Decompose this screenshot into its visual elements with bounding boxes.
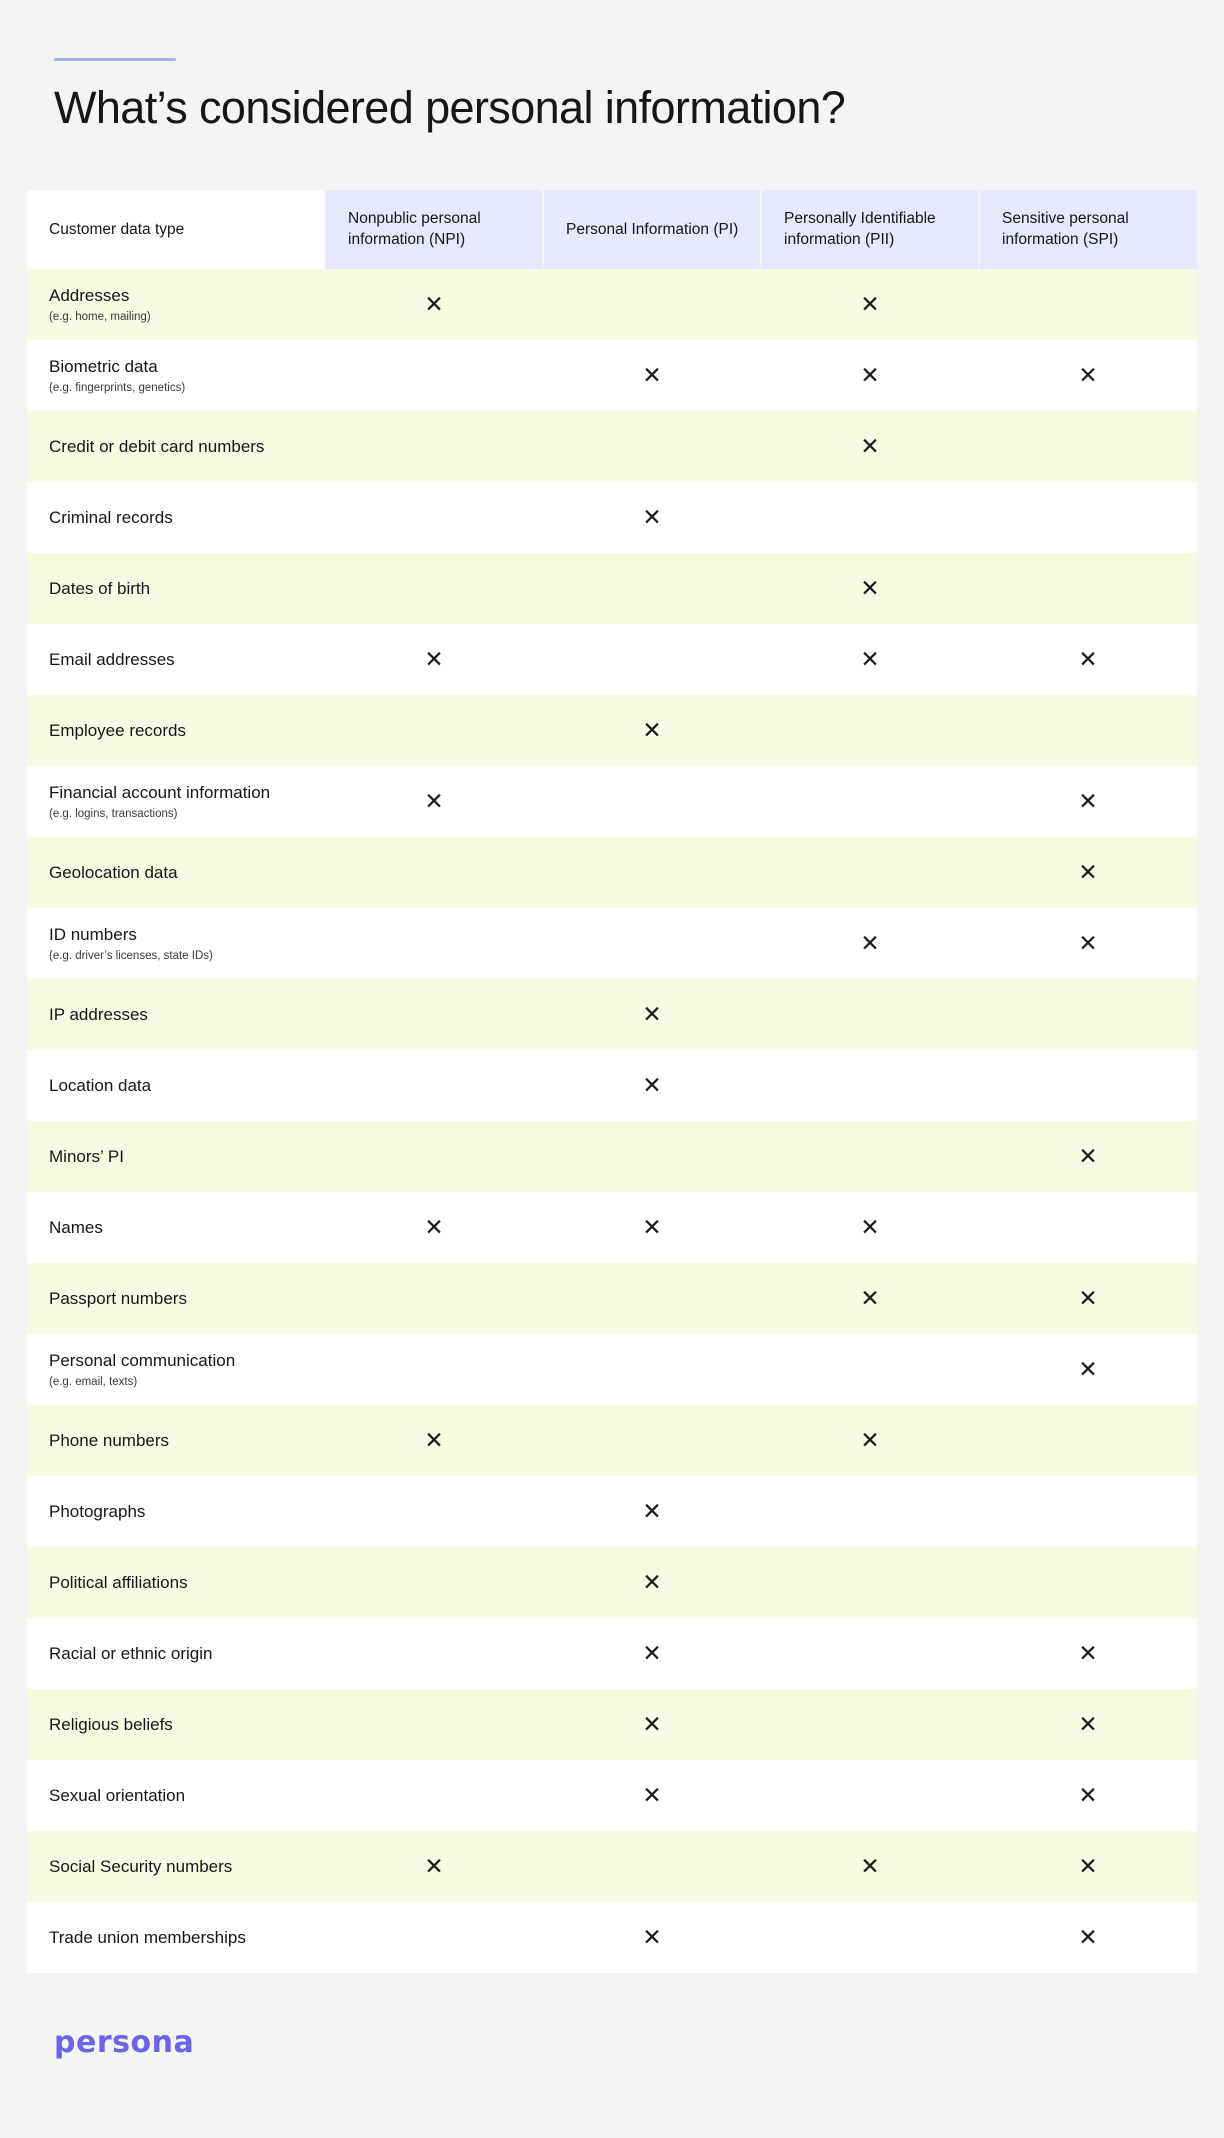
cell-pii	[761, 411, 979, 482]
x-mark-icon: ✕	[642, 1213, 662, 1240]
x-mark-icon: ✕	[860, 432, 880, 459]
x-mark-icon: ✕	[642, 1710, 662, 1737]
data-type-name: Photographs	[49, 1502, 146, 1522]
x-mark-icon: ✕	[860, 574, 880, 601]
cell-pi	[543, 837, 761, 908]
table-row	[27, 624, 1197, 695]
cell-pi	[543, 1618, 761, 1689]
data-type-name: Geolocation data	[49, 863, 178, 883]
row-label-cell	[27, 1405, 325, 1476]
cell-spi	[979, 1689, 1197, 1760]
cell-npi	[325, 979, 543, 1050]
data-type-name: Personal communication	[49, 1351, 236, 1371]
cell-pi	[543, 482, 761, 553]
cell-pii	[761, 340, 979, 411]
cell-spi	[979, 553, 1197, 624]
row-label-cell	[27, 1689, 325, 1760]
persona-logo: persona	[54, 2025, 195, 2061]
cell-spi	[979, 1050, 1197, 1121]
data-type-name: Email addresses	[49, 650, 175, 670]
cell-npi	[325, 411, 543, 482]
data-type-name: Names	[49, 1218, 103, 1238]
column-header-pii: Personally Identifiable information (PII)	[761, 190, 979, 269]
table-row	[27, 1192, 1197, 1263]
row-label-cell	[27, 766, 325, 837]
cell-npi	[325, 624, 543, 695]
x-mark-icon: ✕	[1078, 787, 1098, 814]
cell-spi	[979, 1831, 1197, 1902]
table-row	[27, 340, 1197, 411]
cell-pii	[761, 1760, 979, 1831]
table-row	[27, 908, 1197, 979]
data-type-name: Biometric data	[49, 357, 158, 377]
cell-pi	[543, 411, 761, 482]
x-mark-icon: ✕	[1078, 1142, 1098, 1169]
table-row	[27, 1760, 1197, 1831]
row-label-cell	[27, 1476, 325, 1547]
table-row	[27, 553, 1197, 624]
data-type-example: (e.g. logins, transactions)	[49, 807, 178, 820]
x-mark-icon: ✕	[860, 929, 880, 956]
cell-spi	[979, 1760, 1197, 1831]
column-header-customer-data-type: Customer data type	[27, 190, 325, 269]
x-mark-icon: ✕	[1078, 361, 1098, 388]
x-mark-icon: ✕	[1078, 1284, 1098, 1311]
x-mark-icon: ✕	[642, 1071, 662, 1098]
x-mark-icon: ✕	[1078, 929, 1098, 956]
cell-pi	[543, 1050, 761, 1121]
x-mark-icon: ✕	[1078, 645, 1098, 672]
cell-spi	[979, 340, 1197, 411]
cell-pii	[761, 1831, 979, 1902]
cell-pii	[761, 624, 979, 695]
x-mark-icon: ✕	[424, 1426, 444, 1453]
data-type-name: Credit or debit card numbers	[49, 437, 265, 457]
cell-npi	[325, 1121, 543, 1192]
cell-pi	[543, 1121, 761, 1192]
cell-npi	[325, 1760, 543, 1831]
cell-spi	[979, 979, 1197, 1050]
cell-spi	[979, 482, 1197, 553]
table-row	[27, 1405, 1197, 1476]
cell-spi	[979, 624, 1197, 695]
cell-pi	[543, 1405, 761, 1476]
cell-pii	[761, 1902, 979, 1973]
cell-npi	[325, 553, 543, 624]
table-row	[27, 1902, 1197, 1973]
data-type-name: Religious beliefs	[49, 1715, 173, 1735]
cell-spi	[979, 1192, 1197, 1263]
cell-spi	[979, 1618, 1197, 1689]
data-type-example: (e.g. driver’s licenses, state IDs)	[49, 949, 213, 962]
table-row	[27, 1547, 1197, 1618]
cell-pi	[543, 766, 761, 837]
cell-pi	[543, 1263, 761, 1334]
x-mark-icon: ✕	[860, 1426, 880, 1453]
cell-npi	[325, 1476, 543, 1547]
x-mark-icon: ✕	[642, 1923, 662, 1950]
x-mark-icon: ✕	[1078, 1923, 1098, 1950]
row-label-cell	[27, 1831, 325, 1902]
data-type-name: Phone numbers	[49, 1431, 170, 1451]
table-row	[27, 766, 1197, 837]
table-row	[27, 1618, 1197, 1689]
table-row	[27, 979, 1197, 1050]
table-row	[27, 482, 1197, 553]
x-mark-icon: ✕	[642, 1568, 662, 1595]
row-label-cell	[27, 1760, 325, 1831]
x-mark-icon: ✕	[1078, 1710, 1098, 1737]
cell-pi	[543, 1689, 761, 1760]
table-row	[27, 1121, 1197, 1192]
table-row	[27, 1334, 1197, 1405]
row-label-cell	[27, 411, 325, 482]
column-header-pi: Personal Information (PI)	[543, 190, 761, 269]
x-mark-icon: ✕	[1078, 1852, 1098, 1879]
cell-spi	[979, 411, 1197, 482]
table-row	[27, 837, 1197, 908]
data-type-name: ID numbers	[49, 925, 137, 945]
row-label-cell	[27, 837, 325, 908]
cell-npi	[325, 1689, 543, 1760]
cell-spi	[979, 1902, 1197, 1973]
x-mark-icon: ✕	[642, 716, 662, 743]
cell-spi	[979, 269, 1197, 340]
cell-pii	[761, 1334, 979, 1405]
x-mark-icon: ✕	[1078, 1781, 1098, 1808]
page-footer	[0, 1973, 1224, 2060]
cell-pii	[761, 695, 979, 766]
column-header-spi: Sensitive personal information (SPI)	[979, 190, 1197, 269]
data-type-name: Racial or ethnic origin	[49, 1644, 213, 1664]
data-type-name: Minors’ PI	[49, 1147, 124, 1167]
cell-pi	[543, 1902, 761, 1973]
x-mark-icon: ✕	[424, 1852, 444, 1879]
x-mark-icon: ✕	[860, 1852, 880, 1879]
cell-pii	[761, 482, 979, 553]
page-header	[0, 0, 1224, 133]
x-mark-icon: ✕	[642, 1781, 662, 1808]
data-type-name: Criminal records	[49, 508, 173, 528]
cell-spi	[979, 1121, 1197, 1192]
table-row	[27, 1689, 1197, 1760]
x-mark-icon: ✕	[642, 503, 662, 530]
cell-spi	[979, 837, 1197, 908]
cell-spi	[979, 908, 1197, 979]
cell-spi	[979, 1334, 1197, 1405]
row-label-cell	[27, 1547, 325, 1618]
data-type-name: Dates of birth	[49, 579, 151, 599]
x-mark-icon: ✕	[642, 1639, 662, 1666]
cell-spi	[979, 1547, 1197, 1618]
cell-npi	[325, 340, 543, 411]
x-mark-icon: ✕	[424, 1213, 444, 1240]
data-type-name: Location data	[49, 1076, 152, 1096]
data-type-name: Political affiliations	[49, 1573, 188, 1593]
cell-spi	[979, 695, 1197, 766]
data-type-name: Passport numbers	[49, 1289, 187, 1309]
table-body	[27, 269, 1197, 1973]
x-mark-icon: ✕	[860, 645, 880, 672]
cell-pi	[543, 979, 761, 1050]
page-title: What’s considered personal information?	[54, 82, 846, 133]
cell-pii	[761, 553, 979, 624]
cell-spi	[979, 766, 1197, 837]
cell-spi	[979, 1405, 1197, 1476]
cell-npi	[325, 1902, 543, 1973]
cell-pi	[543, 1192, 761, 1263]
x-mark-icon: ✕	[1078, 1355, 1098, 1382]
cell-pii	[761, 269, 979, 340]
cell-pi	[543, 340, 761, 411]
cell-pii	[761, 1121, 979, 1192]
cell-pii	[761, 979, 979, 1050]
cell-pii	[761, 1547, 979, 1618]
matrix-table	[27, 190, 1197, 1973]
table-row	[27, 1050, 1197, 1121]
data-type-example: (e.g. home, mailing)	[49, 310, 151, 323]
cell-pi	[543, 269, 761, 340]
row-label-cell	[27, 1618, 325, 1689]
cell-npi	[325, 837, 543, 908]
x-mark-icon: ✕	[642, 1000, 662, 1027]
row-label-cell	[27, 908, 325, 979]
cell-pi	[543, 624, 761, 695]
row-label-cell	[27, 1902, 325, 1973]
cell-pii	[761, 1405, 979, 1476]
cell-npi	[325, 1334, 543, 1405]
row-label-cell	[27, 979, 325, 1050]
row-label-cell	[27, 1121, 325, 1192]
cell-npi	[325, 766, 543, 837]
column-header-npi: Nonpublic personal information (NPI)	[325, 190, 543, 269]
cell-pi	[543, 695, 761, 766]
table-row	[27, 269, 1197, 340]
accent-rule	[54, 58, 176, 61]
data-type-name: Employee records	[49, 721, 187, 741]
data-type-example: (e.g. email, texts)	[49, 1375, 138, 1388]
row-label-cell	[27, 1263, 325, 1334]
data-type-example: (e.g. fingerprints, genetics)	[49, 381, 186, 394]
x-mark-icon: ✕	[642, 361, 662, 388]
data-type-name: Addresses	[49, 286, 130, 306]
row-label-cell	[27, 624, 325, 695]
cell-npi	[325, 1547, 543, 1618]
cell-spi	[979, 1476, 1197, 1547]
x-mark-icon: ✕	[642, 1497, 662, 1524]
table-row	[27, 1263, 1197, 1334]
cell-npi	[325, 1263, 543, 1334]
x-mark-icon: ✕	[860, 361, 880, 388]
x-mark-icon: ✕	[860, 1284, 880, 1311]
row-label-cell	[27, 553, 325, 624]
cell-pi	[543, 1476, 761, 1547]
table-row	[27, 1476, 1197, 1547]
data-type-name: Sexual orientation	[49, 1786, 186, 1806]
x-mark-icon: ✕	[424, 645, 444, 672]
cell-npi	[325, 269, 543, 340]
cell-pi	[543, 1760, 761, 1831]
cell-pi	[543, 1831, 761, 1902]
cell-pii	[761, 1263, 979, 1334]
x-mark-icon: ✕	[424, 290, 444, 317]
cell-pii	[761, 1476, 979, 1547]
cell-pi	[543, 1547, 761, 1618]
cell-pii	[761, 1192, 979, 1263]
x-mark-icon: ✕	[860, 290, 880, 317]
cell-pii	[761, 837, 979, 908]
cell-pii	[761, 908, 979, 979]
cell-pii	[761, 1618, 979, 1689]
cell-spi	[979, 1263, 1197, 1334]
data-type-name: Social Security numbers	[49, 1857, 233, 1877]
cell-npi	[325, 1192, 543, 1263]
cell-npi	[325, 482, 543, 553]
data-type-name: IP addresses	[49, 1005, 148, 1025]
table-row	[27, 695, 1197, 766]
cell-pii	[761, 1050, 979, 1121]
cell-pi	[543, 553, 761, 624]
cell-npi	[325, 1618, 543, 1689]
row-label-cell	[27, 1192, 325, 1263]
row-label-cell	[27, 1334, 325, 1405]
row-label-cell	[27, 1050, 325, 1121]
data-type-name: Trade union memberships	[49, 1928, 246, 1948]
row-label-cell	[27, 269, 325, 340]
header-row	[27, 190, 1197, 269]
row-label-cell	[27, 340, 325, 411]
table-row	[27, 411, 1197, 482]
row-label-cell	[27, 482, 325, 553]
x-mark-icon: ✕	[1078, 858, 1098, 885]
cell-npi	[325, 908, 543, 979]
cell-pii	[761, 1689, 979, 1760]
row-label-cell	[27, 695, 325, 766]
cell-pi	[543, 908, 761, 979]
data-type-name: Financial account information	[49, 783, 271, 803]
x-mark-icon: ✕	[1078, 1639, 1098, 1666]
cell-npi	[325, 1405, 543, 1476]
cell-npi	[325, 1050, 543, 1121]
cell-npi	[325, 1831, 543, 1902]
cell-pii	[761, 766, 979, 837]
table-row	[27, 1831, 1197, 1902]
table-header	[27, 190, 1197, 269]
personal-information-matrix	[27, 190, 1197, 1973]
x-mark-icon: ✕	[424, 787, 444, 814]
cell-npi	[325, 695, 543, 766]
x-mark-icon: ✕	[860, 1213, 880, 1240]
cell-pi	[543, 1334, 761, 1405]
